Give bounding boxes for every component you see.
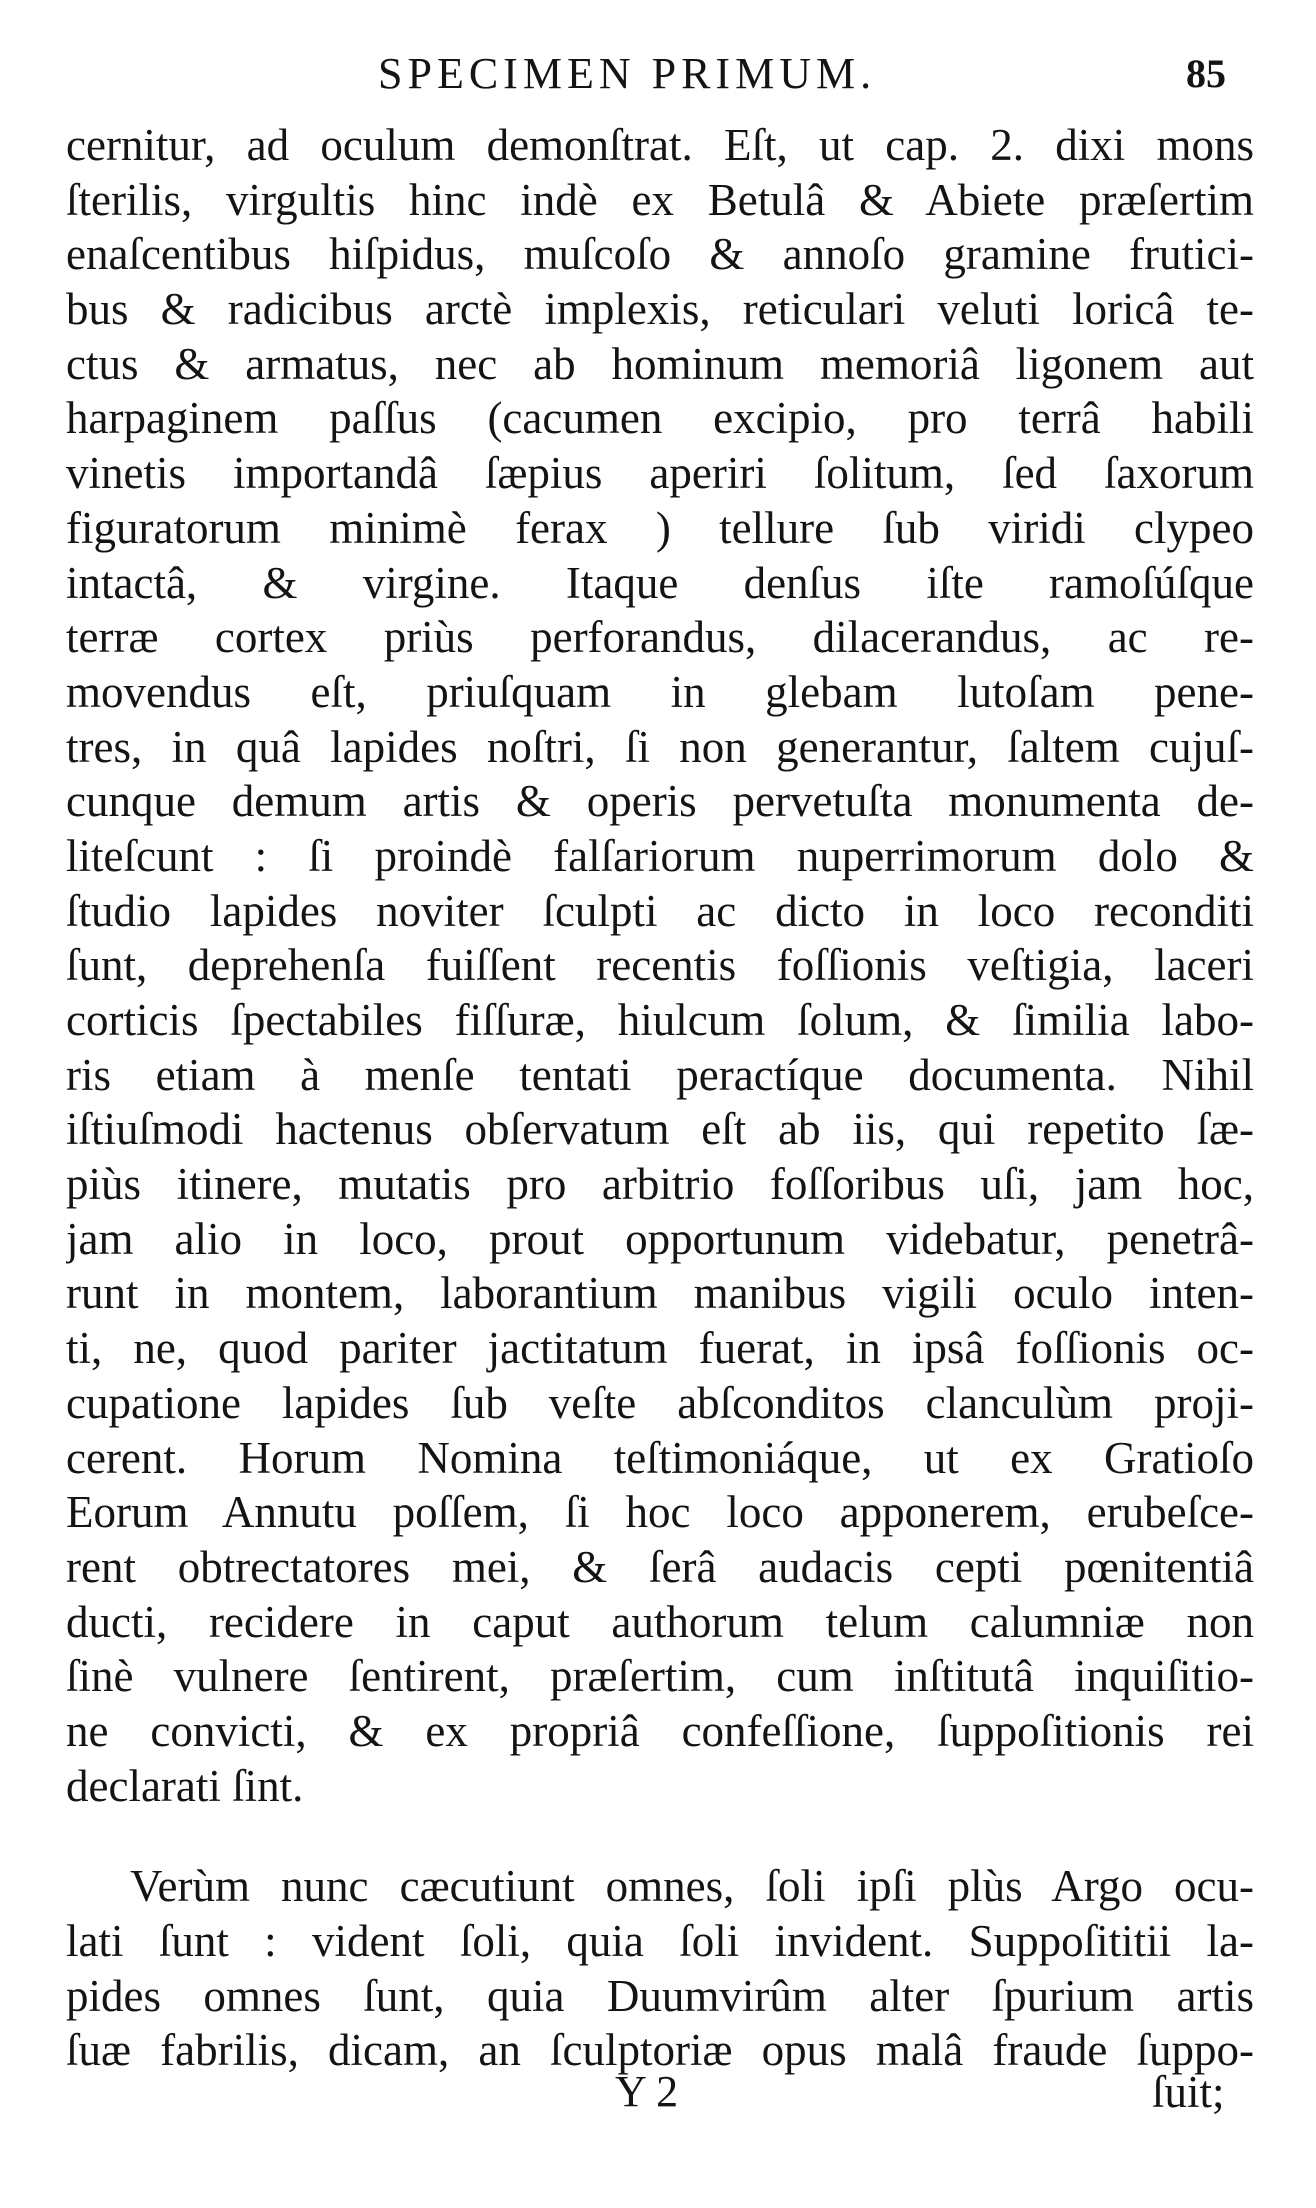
text-line: liteſcunt : ſi proindè falſariorum nuperrimorum dolo & <box>66 830 1254 881</box>
text-line: cupatione lapides ſub veſte abſconditos clanculùm proji- <box>66 1377 1254 1428</box>
text-line: vinetis importandâ ſæpius aperiri ſolitum, ſed ſaxorum <box>66 448 1254 499</box>
text-line: terræ cortex priùs perforandus, dilacerandus, ac re- <box>66 612 1254 663</box>
text-line: iſtiuſmodi hactenus obſervatum eſt ab iis, qui repetito ſæ- <box>66 1104 1254 1155</box>
text-line: harpaginem paſſus (cacumen excipio, pro terrâ habili <box>66 393 1254 444</box>
text-line: Eorum Annutu poſſem, ſi hoc loco apponerem, erubeſce- <box>66 1487 1254 1538</box>
text-line: jam alio in loco, prout opportunum videbatur, penetrâ- <box>66 1213 1254 1264</box>
text-line: lati ſunt : vident ſoli, quia ſoli invident. Suppoſititii la- <box>66 1916 1254 1966</box>
text-line: corticis ſpectabiles fiſſuræ, hiulcum ſolum, & ſimilia labo- <box>66 995 1254 1045</box>
text-line: pides omnes ſunt, quia Duumvirûm alter ſpurium artis <box>66 1970 1254 2021</box>
signature-mark: Y 2 <box>615 2067 679 2116</box>
text-line: ſunt, deprehenſa fuiſſent recentis foſſionis veſtigia, laceri <box>66 940 1254 991</box>
text-line: ne convicti, & ex propriâ confeſſione, ſuppoſitionis rei <box>66 1705 1254 1756</box>
text-line: ſtudio lapides noviter ſculpti ac dicto in loco reconditi <box>66 885 1254 936</box>
text-line: runt in montem, laborantium manibus vigili oculo inten- <box>66 1268 1254 1319</box>
running-head <box>0 44 1316 104</box>
paragraph-1 <box>66 118 1254 1813</box>
page-number: 85 <box>1186 51 1226 96</box>
text-line: ti, ne, quod pariter jactitatum fuerat, in ipsâ foſſionis oc- <box>66 1323 1254 1374</box>
text-line: ducti, recidere in caput authorum telum calumniæ non <box>66 1596 1254 1647</box>
text-line: tres, in quâ lapides noſtri, ſi non generantur, ſaltem cujuſ- <box>66 721 1254 772</box>
text-line: Verùm nunc cæcutiunt omnes, ſoli ipſi plùs Argo ocu- <box>130 1861 1254 1912</box>
text-line: bus & radicibus arctè implexis, reticulari veluti loricâ te- <box>66 284 1254 335</box>
text-line: ſuæ fabrilis, dicam, an ſculptoriæ opus malâ fraude ſuppo- <box>66 2025 1254 2076</box>
text-body <box>66 118 1254 2078</box>
text-line: piùs itinere, mutatis pro arbitrio foſſoribus uſi, jam hoc, <box>66 1159 1254 1210</box>
text-line: figuratorum minimè ferax ) tellure ſub viridi clypeo <box>66 502 1254 553</box>
text-line: movendus eſt, priuſquam in glebam lutoſam pene- <box>66 666 1254 717</box>
page-title: SPECIMEN PRIMUM. <box>378 49 877 98</box>
text-line: declarati ſint. <box>66 1760 304 1811</box>
text-line: ſinè vulnere ſentirent, præſertim, cum inſtitutâ inquiſitio- <box>66 1651 1254 1702</box>
paragraph-2 <box>66 1859 1254 2078</box>
catchword: ſuit; <box>1152 2067 1225 2117</box>
text-line: intactâ, & virgine. Itaque denſus iſte ramoſúſque <box>66 557 1254 608</box>
page-footer <box>0 2062 1316 2122</box>
text-line: ſterilis, virgultis hinc indè ex Betulâ & Abiete præſertim <box>66 174 1254 225</box>
text-line: ctus & armatus, nec ab hominum memoriâ ligonem aut <box>66 338 1254 389</box>
text-line: cerent. Horum Nomina teſtimoniáque, ut ex Gratioſo <box>66 1432 1254 1483</box>
text-line: enaſcentibus hiſpidus, muſcoſo & annoſo gramine frutici- <box>66 229 1254 280</box>
text-line: ris etiam à menſe tentati peractíque documenta. Nihil <box>66 1049 1254 1100</box>
text-line: cunque demum artis & operis pervetuſta monumenta de- <box>66 776 1254 827</box>
text-line: cernitur, ad oculum demonſtrat. Eſt, ut cap. 2. dixi mons <box>66 120 1254 170</box>
text-line: rent obtrectatores mei, & ſerâ audacis cepti pœnitentiâ <box>66 1541 1254 1592</box>
paragraph-spacer <box>66 1813 1254 1859</box>
